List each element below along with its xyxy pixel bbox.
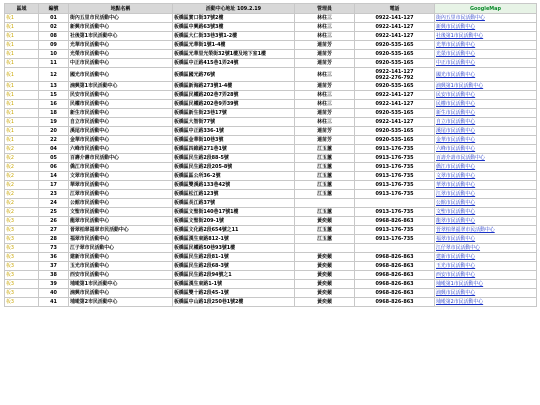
name-cell: 玉光市民活動中心	[69, 262, 173, 271]
address-cell: 板橋區中山路1段250巷1號2樓	[173, 298, 295, 307]
phone-cell: 0913-176-735	[355, 235, 435, 244]
district-cell: 板1	[5, 100, 39, 109]
name-cell: 社後第1市民活動中心	[69, 32, 173, 41]
name-cell: 新興市民活動中心	[69, 23, 173, 32]
table-row	[5, 136, 537, 145]
name-cell: 金華市民活動中心	[69, 136, 173, 145]
address-cell: 板橋區大智街77號	[173, 118, 295, 127]
district-cell: 板1	[5, 136, 39, 145]
manager-cell: 江玉蕙	[295, 208, 355, 217]
district-cell: 板3	[5, 217, 39, 226]
district-cell: 板3	[5, 253, 39, 262]
table-row	[5, 190, 537, 199]
number-cell: 09	[39, 41, 69, 50]
table-row	[5, 59, 537, 68]
header-address: 活動中心地址 109.2.19	[173, 4, 295, 14]
number-cell: 27	[39, 226, 69, 235]
phone-cell: 0968-826-863	[355, 280, 435, 289]
map-link[interactable]: 江仔翠市民活動中心	[435, 244, 537, 253]
district-cell: 板3	[5, 235, 39, 244]
number-cell: 10	[39, 50, 69, 59]
address-cell: 板橋區長江路37號	[173, 199, 295, 208]
phone-cell: 0968-826-863	[355, 271, 435, 280]
address-cell: 板橋區大仁街33巷3號1-2樓	[173, 32, 295, 41]
manager-cell: 江玉蕙	[295, 226, 355, 235]
name-cell: 湳興第1市民活動中心	[69, 82, 173, 91]
phone-cell: 0913-176-735	[355, 190, 435, 199]
name-cell: 江翠市民活動中心	[69, 190, 173, 199]
number-cell: 18	[39, 109, 69, 118]
phone-cell: 0922-141-127	[355, 100, 435, 109]
phone-cell: 0920-535-165	[355, 59, 435, 68]
address-cell: 板橋區雙溪路133巷42號	[173, 181, 295, 190]
district-cell: 板2	[5, 208, 39, 217]
manager-cell: 林柱三	[295, 14, 355, 23]
map-link[interactable]: 六峰市民活動中心	[435, 145, 537, 154]
phone-cell: 0922-141-127	[355, 91, 435, 100]
table-row	[5, 127, 537, 136]
phone-cell: 0913-176-735	[355, 163, 435, 172]
phone-cell: 0920-535-165	[355, 109, 435, 118]
map-link[interactable]: 文翠市民活動中心	[435, 172, 537, 181]
map-link[interactable]: 龍翠市民活動中心	[435, 217, 537, 226]
name-cell: 江子翠市民活動中心	[69, 244, 173, 253]
header-district: 區域	[5, 4, 39, 14]
name-cell: 溪尾市民活動中心	[69, 127, 173, 136]
district-cell: 板1	[5, 32, 39, 41]
table-row	[5, 280, 537, 289]
map-link[interactable]: 中正市民活動中心	[435, 59, 537, 68]
number-cell: 06	[39, 163, 69, 172]
phone-cell: 0968-826-863	[355, 217, 435, 226]
district-cell: 板2	[5, 199, 39, 208]
header-number: 編號	[39, 4, 69, 14]
name-cell: 建新市民活動中心	[69, 253, 173, 262]
table-row	[5, 271, 537, 280]
number-cell: 02	[39, 23, 69, 32]
table-row	[5, 118, 537, 127]
address-cell: 板橋區民權路202巷7弄28號	[173, 91, 295, 100]
table-row	[5, 217, 537, 226]
address-cell: 板橋區民權路50巷93號1樓	[173, 244, 295, 253]
phone-cell: 0968-826-863	[355, 298, 435, 307]
manager-cell: 江玉蕙	[295, 163, 355, 172]
manager-cell: 連苗芳	[295, 127, 355, 136]
number-cell: 39	[39, 280, 69, 289]
map-link[interactable]: 社後第1市民活動中心	[435, 32, 537, 41]
table-row	[5, 14, 537, 23]
map-link[interactable]: 金華市民活動中心	[435, 136, 537, 145]
district-cell: 板2	[5, 181, 39, 190]
address-cell: 板橋區四維路271巷1號	[173, 145, 295, 154]
number-cell: 36	[39, 253, 69, 262]
manager-cell: 林柱三	[295, 32, 355, 41]
manager-cell: 林柱三	[295, 118, 355, 127]
name-cell: 六峰市民活動中心	[69, 145, 173, 154]
phone-cell	[355, 244, 435, 253]
manager-cell: 連苗芳	[295, 82, 355, 91]
address-cell: 板橋區光華街1號1-4樓	[173, 41, 295, 50]
manager-cell: 連苗芳	[295, 41, 355, 50]
phone-cell: 0920-535-165	[355, 136, 435, 145]
number-cell: 05	[39, 154, 69, 163]
address-cell: 板橋區文化路2段654號之11	[173, 226, 295, 235]
manager-cell: 黃奕蘋	[295, 271, 355, 280]
address-cell: 板橋區民權路202巷9弄39號	[173, 100, 295, 109]
name-cell: 新生市民活動中心	[69, 109, 173, 118]
map-link[interactable]: 溪尾市民活動中心	[435, 127, 537, 136]
address-cell: 板橋區金華街10巷3號	[173, 136, 295, 145]
name-cell: 國光市民活動中心	[69, 68, 173, 82]
district-cell: 板1	[5, 68, 39, 82]
map-link[interactable]: 光榮市民活動中心	[435, 50, 537, 59]
address-cell: 板橋區國光路76號	[173, 68, 295, 82]
manager-cell: 江玉蕙	[295, 145, 355, 154]
map-link[interactable]: 華翠市民活動中心	[435, 181, 537, 190]
name-cell: 文聖市民活動中心	[69, 208, 173, 217]
phone-cell: 0913-176-735	[355, 208, 435, 217]
district-cell: 板2	[5, 163, 39, 172]
name-cell: 福翠市民活動中心	[69, 235, 173, 244]
number-cell: 17	[39, 181, 69, 190]
phone-cell: 0920-535-165	[355, 41, 435, 50]
name-cell: 中正市民活動中心	[69, 59, 173, 68]
manager-cell: 連苗芳	[295, 109, 355, 118]
table-row	[5, 244, 537, 253]
header-googlemap: GoogleMap	[435, 4, 537, 14]
table-row	[5, 145, 537, 154]
phone-cell: 0913-176-735	[355, 226, 435, 235]
table-row	[5, 50, 537, 59]
number-cell: 28	[39, 235, 69, 244]
district-cell: 板1	[5, 91, 39, 100]
table-row	[5, 199, 537, 208]
number-cell: 41	[39, 298, 69, 307]
address-cell: 板橋區漢生東路812-1號	[173, 235, 295, 244]
phone-cell: 0913-176-735	[355, 181, 435, 190]
manager-cell: 黃奕蘋	[295, 298, 355, 307]
table-row	[5, 262, 537, 271]
map-link[interactable]: 街內五里市民活動中心	[435, 14, 537, 23]
number-cell: 20	[39, 127, 69, 136]
manager-cell: 江玉蕙	[295, 172, 355, 181]
phone-cell: 0913-176-735	[355, 172, 435, 181]
district-cell: 板3	[5, 226, 39, 235]
address-cell: 板橋區民生路2段81-1號	[173, 253, 295, 262]
map-link[interactable]: 西安市民活動中心	[435, 271, 537, 280]
number-cell: 04	[39, 145, 69, 154]
name-cell: 華翠市民活動中心	[69, 181, 173, 190]
table-row	[5, 154, 537, 163]
phone-cell: 0968-826-863	[355, 289, 435, 298]
table-row	[5, 253, 537, 262]
number-cell: 15	[39, 91, 69, 100]
map-link[interactable]: 湳興市民活動中心	[435, 289, 537, 298]
phone-cell: 0913-176-735	[355, 145, 435, 154]
map-link[interactable]: 湳興第1市民活動中心	[435, 82, 537, 91]
number-cell: 38	[39, 271, 69, 280]
manager-cell: 江玉蕙	[295, 235, 355, 244]
name-cell: 埔墘第2市民活動中心	[69, 298, 173, 307]
table-row	[5, 163, 537, 172]
number-cell: 26	[39, 217, 69, 226]
address-cell: 板橋區文聖街140巷17號1樓	[173, 208, 295, 217]
map-link[interactable]: 建新市民活動中心	[435, 253, 537, 262]
name-cell: 僑江市民活動中心	[69, 163, 173, 172]
phone-cell: 0922-141-127	[355, 32, 435, 41]
table-row	[5, 100, 537, 109]
map-link[interactable]: 文聖市民活動中心	[435, 208, 537, 217]
name-cell: 晉翠柏翠福翠市民活動中心	[69, 226, 173, 235]
phone-cell: 0922-141-127	[355, 14, 435, 23]
district-cell: 板1	[5, 118, 39, 127]
map-link[interactable]: 民權市民活動中心	[435, 100, 537, 109]
header-manager: 管理員	[295, 4, 355, 14]
phone-cell: 0913-176-735	[355, 154, 435, 163]
map-link[interactable]: 晉翠柏翠福翠市民活動中心	[435, 226, 537, 235]
number-cell: 24	[39, 199, 69, 208]
phone-cell: 0968-826-863	[355, 253, 435, 262]
name-cell: 民權市民活動中心	[69, 100, 173, 109]
header-row	[5, 4, 537, 14]
address-cell: 板橋區中興路63號3樓	[173, 23, 295, 32]
name-cell: 湳興市民活動中心	[69, 289, 173, 298]
table-row	[5, 181, 537, 190]
district-cell: 板1	[5, 50, 39, 59]
manager-cell: 黃奕蘋	[295, 289, 355, 298]
table-row	[5, 298, 537, 307]
name-cell: 公館市民活動中心	[69, 199, 173, 208]
number-cell: 37	[39, 262, 69, 271]
map-link[interactable]: 玉光市民活動中心	[435, 262, 537, 271]
district-cell: 板2	[5, 190, 39, 199]
table-row	[5, 68, 537, 82]
table-row	[5, 109, 537, 118]
map-link[interactable]: 民安市民活動中心	[435, 91, 537, 100]
map-link[interactable]: 自立市民活動中心	[435, 118, 537, 127]
name-cell: 自立市民活動中心	[69, 118, 173, 127]
manager-cell: 林柱三	[295, 68, 355, 82]
map-link[interactable]: 公館市民活動中心	[435, 199, 537, 208]
number-cell: 12	[39, 68, 69, 82]
name-cell: 西安市民活動中心	[69, 271, 173, 280]
phone-cell: 0920-535-165	[355, 50, 435, 59]
name-cell: 百壽介壽市民活動中心	[69, 154, 173, 163]
address-cell: 板橋區民生路2段205-8號	[173, 163, 295, 172]
phone-line-2: 0922-276-792	[375, 74, 414, 81]
activity-center-table	[4, 3, 537, 307]
address-cell: 板橋區民生路2段94號之1	[173, 271, 295, 280]
address-cell: 板橋區雙十路2段45-1號	[173, 289, 295, 298]
district-cell: 板2	[5, 172, 39, 181]
manager-cell: 連苗芳	[295, 59, 355, 68]
number-cell: 14	[39, 172, 69, 181]
address-cell: 板橋區松江路123號	[173, 190, 295, 199]
manager-cell: 林柱三	[295, 100, 355, 109]
map-link[interactable]: 埔墘第1市民活動中心	[435, 280, 537, 289]
district-cell: 板1	[5, 127, 39, 136]
number-cell: 08	[39, 32, 69, 41]
district-cell: 板1	[5, 109, 39, 118]
number-cell: 19	[39, 118, 69, 127]
manager-cell: 林柱三	[295, 91, 355, 100]
table-row	[5, 208, 537, 217]
address-cell: 板橋區民生路2段88-5號	[173, 154, 295, 163]
map-link[interactable]: 光華市民活動中心	[435, 41, 537, 50]
name-cell: 民安市民活動中心	[69, 91, 173, 100]
number-cell: 01	[39, 14, 69, 23]
map-link[interactable]: 江翠市民活動中心	[435, 190, 537, 199]
number-cell: 25	[39, 208, 69, 217]
address-cell: 板橋區民生路2段68-3號	[173, 262, 295, 271]
phone-line: 0922-141-127	[375, 68, 414, 75]
manager-cell: 黃奕蘋	[295, 217, 355, 226]
table-row	[5, 172, 537, 181]
name-cell: 文翠市民活動中心	[69, 172, 173, 181]
header-phone: 電話	[355, 4, 435, 14]
manager-cell: 黃奕蘋	[295, 280, 355, 289]
manager-cell: 黃奕蘋	[295, 253, 355, 262]
manager-cell	[295, 244, 355, 253]
district-cell: 板3	[5, 244, 39, 253]
address-cell: 板橋區文聖街209-1號	[173, 217, 295, 226]
manager-cell: 黃奕蘋	[295, 262, 355, 271]
district-cell: 板3	[5, 298, 39, 307]
map-link[interactable]: 國光市民活動中心	[435, 68, 537, 82]
manager-cell: 連苗芳	[295, 50, 355, 59]
number-cell: 11	[39, 59, 69, 68]
address-cell: 板橋區新生街23巷17號	[173, 109, 295, 118]
phone-cell	[355, 68, 435, 82]
map-link[interactable]: 新生市民活動中心	[435, 109, 537, 118]
table-row	[5, 32, 537, 41]
number-cell: 13	[39, 82, 69, 91]
map-link[interactable]: 埔墘第2市民活動中心	[435, 298, 537, 307]
district-cell: 板3	[5, 262, 39, 271]
table-row	[5, 82, 537, 91]
phone-cell: 0968-826-863	[355, 262, 435, 271]
phone-cell: 0920-535-165	[355, 127, 435, 136]
name-cell: 龍翠市民活動中心	[69, 217, 173, 226]
manager-cell: 江玉蕙	[295, 154, 355, 163]
district-cell: 板1	[5, 82, 39, 91]
header-name: 地點名稱	[69, 4, 173, 14]
map-link[interactable]: 百壽介壽市民活動中心	[435, 154, 537, 163]
district-cell: 板3	[5, 280, 39, 289]
district-cell: 板3	[5, 271, 39, 280]
address-cell: 板橋區漢生東路1-1號	[173, 280, 295, 289]
table-row	[5, 41, 537, 50]
number-cell: 73	[39, 244, 69, 253]
table-row	[5, 289, 537, 298]
table-row	[5, 91, 537, 100]
name-cell: 光榮市民活動中心	[69, 50, 173, 59]
manager-cell: 林柱三	[295, 23, 355, 32]
number-cell: 22	[39, 136, 69, 145]
map-link[interactable]: 福翠市民活動中心	[435, 235, 537, 244]
map-link[interactable]: 新興市民活動中心	[435, 23, 537, 32]
map-link[interactable]: 僑江市民活動中心	[435, 163, 537, 172]
district-cell: 板2	[5, 145, 39, 154]
number-cell: 16	[39, 100, 69, 109]
number-cell: 40	[39, 289, 69, 298]
district-cell: 板1	[5, 23, 39, 32]
phone-cell: 0922-141-127	[355, 23, 435, 32]
manager-cell: 江玉蕙	[295, 190, 355, 199]
phone-cell: 0922-141-127	[355, 118, 435, 127]
address-cell: 板橋區新海路273號1-4樓	[173, 82, 295, 91]
district-cell: 板1	[5, 59, 39, 68]
district-cell: 板2	[5, 154, 39, 163]
address-cell: 板橋區光華里光榮街32號1樓及地下室1樓	[173, 50, 295, 59]
phone-cell: 0920-535-165	[355, 82, 435, 91]
manager-cell: 連苗芳	[295, 136, 355, 145]
district-cell: 板3	[5, 289, 39, 298]
table-row	[5, 23, 537, 32]
manager-cell	[295, 199, 355, 208]
district-cell: 板1	[5, 41, 39, 50]
table-row	[5, 226, 537, 235]
phone-cell	[355, 199, 435, 208]
manager-cell: 江玉蕙	[295, 181, 355, 190]
address-cell: 板橋區中正路336-1號	[173, 127, 295, 136]
name-cell: 街內五里市民活動中心	[69, 14, 173, 23]
address-cell: 板橋區中正路415巷1弄24號	[173, 59, 295, 68]
district-cell: 板1	[5, 14, 39, 23]
name-cell: 光華市民活動中心	[69, 41, 173, 50]
name-cell: 埔墘第1市民活動中心	[69, 280, 173, 289]
table-row	[5, 235, 537, 244]
address-cell: 板橋區實口街37號2樓	[173, 14, 295, 23]
address-cell: 板橋區區公所36-2號	[173, 172, 295, 181]
number-cell: 23	[39, 190, 69, 199]
